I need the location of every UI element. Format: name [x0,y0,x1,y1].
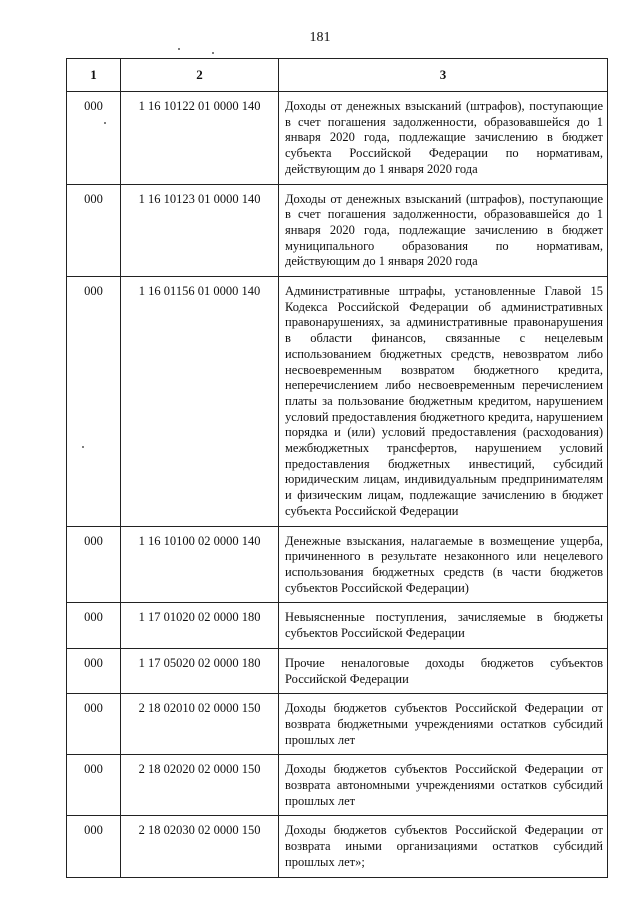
admin-code-cell: 000 [67,648,121,693]
description-cell: Административные штрафы, установленные Главой 15 Кодекса Российской Федерации об административных правонарушениях, за административные правонарушения в области финансов, связанные с нецелевым использованием бюджетных средств, невозвратом либо несвоевременным возвратом бюджетного кредита, неперечислением либо несвоевременным перечислением платы за пользование бюджетным кредитом, нарушением условий предоставления бюджетного кредита, нарушением порядка и (или) условий предоставления (расходования) межбюджетных трансфертов, нарушением условий предоставления бюджетных инвестиций, субсидий юридическим лицам, индивидуальным предпринимателям и физическим лицам, подлежащие зачислению в бюджет субъекта Российской Федерации [279,277,608,527]
budget-revenue-table [66,58,608,878]
classification-code-cell: 1 17 01020 02 0000 180 [121,603,279,648]
description-cell: Доходы бюджетов субъектов Российской Федерации от возврата бюджетными учреждениями остатков субсидий прошлых лет [279,694,608,755]
classification-code-cell: 1 16 10100 02 0000 140 [121,526,279,603]
admin-code-cell: 000 [67,526,121,603]
scan-speck [212,52,214,54]
description-cell: Невыясненные поступления, зачисляемые в бюджеты субъектов Российской Федерации [279,603,608,648]
admin-code-cell: 000 [67,603,121,648]
table-row [67,277,608,527]
column-header-1: 1 [67,59,121,92]
table-header-row [67,59,608,92]
admin-code-cell: 000 [67,694,121,755]
table-row [67,603,608,648]
table-row [67,816,608,877]
description-cell: Денежные взыскания, налагаемые в возмещение ущерба, причиненного в результате незаконного или нецелевого использования бюджетных средств (в части бюджетов субъектов Российской Федерации) [279,526,608,603]
table-row [67,92,608,185]
classification-code-cell: 2 18 02030 02 0000 150 [121,816,279,877]
description-cell: Доходы от денежных взысканий (штрафов), поступающие в счет погашения задолженности, образовавшейся до 1 января 2020 года, подлежащие зачислению в бюджет муниципального образования по нормативам, действующим до 1 января 2020 года [279,184,608,277]
column-header-2: 2 [121,59,279,92]
classification-code-cell: 2 18 02020 02 0000 150 [121,755,279,816]
table-row [67,648,608,693]
table-row [67,755,608,816]
description-cell: Доходы бюджетов субъектов Российской Федерации от возврата автономными учреждениями остатков субсидий прошлых лет [279,755,608,816]
column-header-3: 3 [279,59,608,92]
description-cell: Доходы бюджетов субъектов Российской Федерации от возврата иными организациями остатков субсидий прошлых лет»; [279,816,608,877]
page-number: 181 [309,30,331,45]
table-row [67,184,608,277]
description-cell: Прочие неналоговые доходы бюджетов субъектов Российской Федерации [279,648,608,693]
admin-code-cell: 000 [67,816,121,877]
admin-code-cell: 000 [67,755,121,816]
admin-code-cell: 000 [67,184,121,277]
description-cell: Доходы от денежных взысканий (штрафов), поступающие в счет погашения задолженности, образовавшейся до 1 января 2020 года, подлежащие зачислению в бюджет субъекта Российской Федерации по нормативам, действующим до 1 января 2020 года [279,92,608,185]
classification-code-cell: 1 16 10122 01 0000 140 [121,92,279,185]
table-row [67,694,608,755]
admin-code-cell: 000 [67,277,121,527]
table-row [67,526,608,603]
classification-code-cell: 2 18 02010 02 0000 150 [121,694,279,755]
admin-code-cell: 000 [67,92,121,185]
classification-code-cell: 1 16 10123 01 0000 140 [121,184,279,277]
classification-code-cell: 1 17 05020 02 0000 180 [121,648,279,693]
classification-code-cell: 1 16 01156 01 0000 140 [121,277,279,527]
scan-speck [178,48,180,50]
